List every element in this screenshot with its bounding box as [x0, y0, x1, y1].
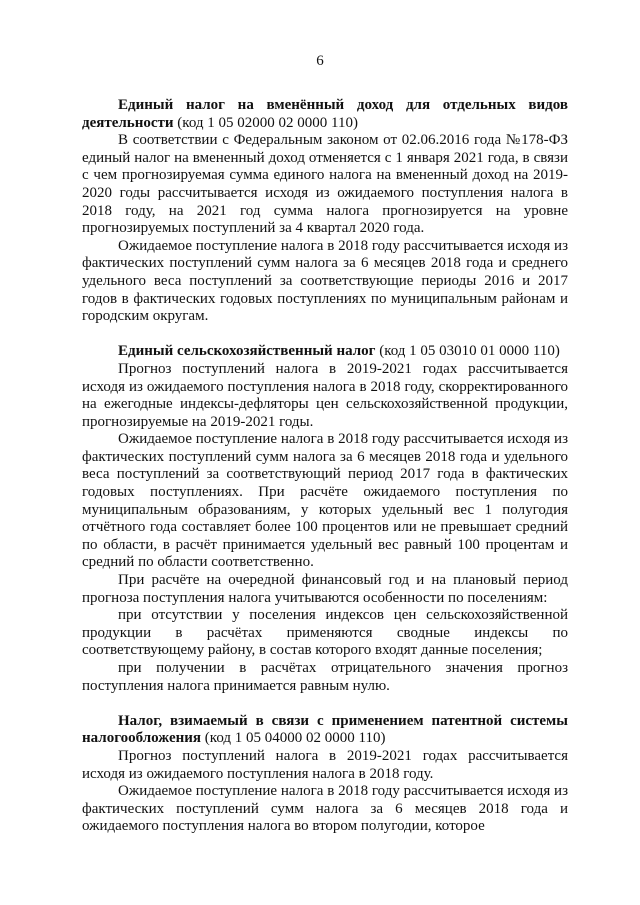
section-title-code: (код 1 05 04000 02 0000 110)	[201, 730, 386, 747]
section-title-bold: Единый налог на вменённый доход для отдельных видов деятельности	[82, 97, 568, 131]
section-title-code: (код 1 05 02000 02 0000 110)	[173, 114, 358, 131]
section-title-patent	[82, 713, 568, 748]
section-title-bold: Единый сельскохозяйственный налог	[118, 343, 376, 360]
section-title-bold: Налог, взимаемый в связи с применением патентной системы налогообложения	[82, 712, 568, 747]
paragraph: Ожидаемое поступление налога в 2018 году рассчитывается исходя из фактических поступлений сумм налога за 6 месяцев 2018 года и среднего удельного веса поступлений за соответствующие периоды 2016 и 2017 годов в фактических годовых поступлениях по муниципальным районам и городским округам.	[82, 237, 568, 325]
document-body	[82, 97, 568, 836]
paragraph: При расчёте на очередной финансовый год и на плановый период прогноза поступления налога учитываются особенности по поселениям:	[82, 572, 568, 606]
paragraph: Прогноз поступлений налога в 2019-2021 годах рассчитывается исходя из ожидаемого поступления налога в 2018 году.	[82, 747, 568, 782]
section-gap	[82, 695, 568, 713]
paragraph: В соответствии с Федеральным законом от 02.06.2016 года №178-ФЗ единый налог на вмененный доход отменяется с 1 января 2021 года, в связи с чем прогнозируемая сумма единого налога на вмененный доход на 2019-2020 годы рассчитывается исходя из ожидаемого поступления налога в 2018 году, на 2021 год сумма налога прогнозируется на уровне прогнозируемых поступлений за 4 квартал 2020 года.	[82, 132, 568, 237]
section-gap	[82, 326, 568, 344]
page-number: 6	[316, 53, 324, 69]
section-title-code: (код 1 05 03010 01 0000 110)	[375, 343, 560, 360]
paragraph: при получении в расчётах отрицательного значения прогноз поступления налога принимается равным нулю.	[82, 660, 568, 694]
paragraph: Ожидаемое поступление налога в 2018 году рассчитывается исходя из фактических поступлений сумм налога за 6 месяцев 2018 года и удельного веса поступлений за соответствующий период 2017 года в фактических годовых поступлениях. При расчёте ожидаемого поступления по муниципальным образованиям, у которых удельный вес 1 полугодия отчётного года составляет более 100 процентов или не превышает средний по области, в расчёт принимается удельный вес равный 100 процентам и средний по области соответственно.	[82, 431, 568, 571]
section-title-envd	[82, 97, 568, 132]
paragraph: Прогноз поступлений налога в 2019-2021 годах рассчитывается исходя из ожидаемого поступления налога в 2018 году, скорректированного на ежегодные индексы-дефляторы цен сельскохозяйственной продукции, прогнозируемые на 2019-2021 годы.	[82, 360, 568, 430]
paragraph: при отсутствии у поселения индексов цен сельскохозяйственной продукции в расчётах применяются сводные индексы по соответствующему району, в состав которого входят данные поселения;	[82, 607, 568, 659]
section-title-eshn	[82, 343, 568, 361]
paragraph: Ожидаемое поступление налога в 2018 году рассчитывается исходя из фактических поступлений сумм налога за 6 месяцев 2018 года и ожидаемого поступления налога во втором полугодии, которое	[82, 783, 568, 835]
